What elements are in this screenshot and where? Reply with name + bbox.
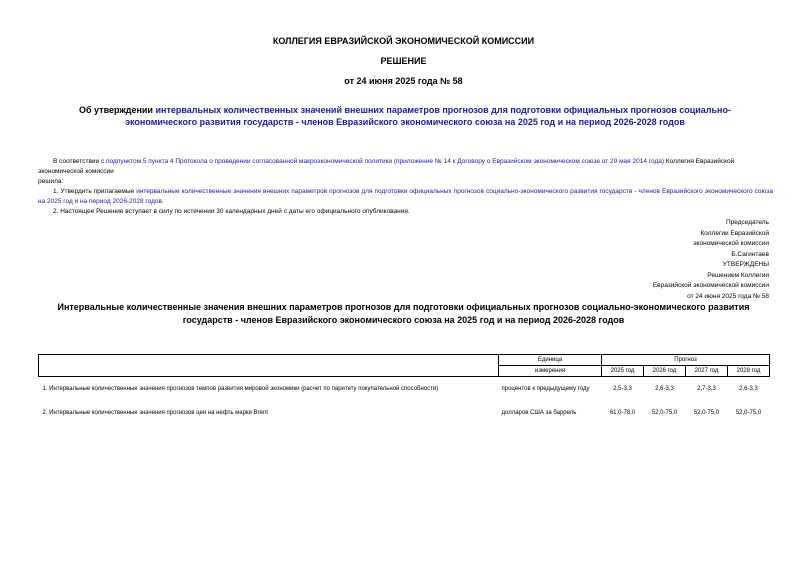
annex-title: Интервальные количественные значения внешних параметров прогнозов для подготовки официальных прогнозов социально-экономического развития государств - членов Евразийского экономического союза на 2025 год и на период 2026-2028 годов (57, 302, 750, 325)
indicator-unit: долларов США за баррель (501, 410, 577, 416)
value-cell: 61,0-78,0 (609, 410, 636, 416)
table-header-row (39, 355, 770, 366)
preamble-prefix: В соответствии с (53, 158, 107, 165)
signature-block (569, 218, 769, 302)
annex-link[interactable]: интервальные количественные значения внешних параметров прогнозов для подготовки официальных прогнозов социально-экономического развития государств - членов Евразийского экономического союза на 2025 год и на период 2026-2028 годов (38, 188, 773, 205)
forecast-table (38, 354, 770, 425)
item-2: 2. Настоящее Решение вступает в силу по истечении 30 календарных дней с даты его официального опубликования. (53, 208, 410, 215)
document-type: РЕШЕНИЕ (380, 56, 427, 66)
approval-date: от 24 июня 2025 года № 58 (687, 292, 769, 300)
unit-header-cont: измерения (499, 366, 602, 377)
year-header: 2027 год (686, 366, 728, 377)
preamble-paragraph (38, 157, 773, 177)
table-row (39, 377, 770, 402)
approval-stamp: УТВЕРЖДЕНЫ (722, 261, 769, 268)
signature-line: экономической комиссии (693, 240, 769, 247)
resolved-label: решила: (38, 178, 64, 185)
title-link[interactable]: интервальных количественных значений внешних параметров прогнозов для подготовки официальных прогнозов социально-экономического развития государств - членов Евразийского экономического союза на 2025 год и на период 2026-2028 годов (125, 105, 731, 127)
year-header: 2028 год (728, 366, 770, 377)
value-cell: 2,6-3,3 (739, 386, 758, 392)
indicator-name: 2. Интервальные количественные значения прогнозов цен на нефть марки Brent (42, 410, 268, 416)
value-cell: 52,0-75,0 (651, 410, 678, 416)
indicator-name: 1. Интервальные количественные значения прогнозов темпов развития мировой экономики (расчет по паритету покупательной способности) (42, 386, 439, 392)
value-cell: 2,5-3,3 (613, 386, 632, 392)
document-body (38, 157, 773, 217)
item-1 (38, 187, 773, 207)
unit-header: Единица (499, 355, 602, 366)
year-header: 2026 год (644, 366, 686, 377)
table-row (39, 401, 770, 425)
indicator-unit: процентов к предыдущему году (501, 386, 590, 392)
signature-line: Председатель (725, 219, 769, 226)
value-cell: 2,6-3,3 (655, 386, 674, 392)
signature-line: Коллегии Евразийской (700, 229, 769, 237)
protocol-link[interactable]: подпунктом 5 пункта 4 Протокола о проведении согласованной макроэкономической политики (приложение № 14 к Договору о Евразийском экономическом союзе от 29 мая 2014 года) (106, 158, 665, 165)
commission-name: КОЛЛЕГИЯ ЕВРАЗИЙСКОЙ ЭКОНОМИЧЕСКОЙ КОМИССИИ (272, 36, 535, 46)
value-cell: 52,0-75,0 (693, 410, 720, 416)
value-cell: 52,0-75,0 (735, 410, 762, 416)
item-1-prefix: 1. Утвердить прилагаемые (53, 188, 137, 195)
year-header: 2025 год (602, 366, 644, 377)
value-cell: 2,7-3,3 (697, 386, 716, 392)
forecast-header: Прогноз (602, 355, 770, 366)
approval-line: Решением Коллегии (707, 271, 769, 279)
approval-line: Евразийской экономической комиссии (652, 282, 769, 289)
document-date: от 24 июня 2025 года № 58 (344, 76, 463, 86)
preamble-suffix: Коллегия Евразийской экономической комиссии (38, 158, 735, 175)
indicator-header (39, 355, 499, 377)
title-prefix: Об утверждении (78, 105, 156, 115)
item-1-suffix: . (161, 198, 164, 205)
signatory-name: Б.Сагинтаев (731, 250, 769, 258)
document-title (60, 104, 750, 128)
